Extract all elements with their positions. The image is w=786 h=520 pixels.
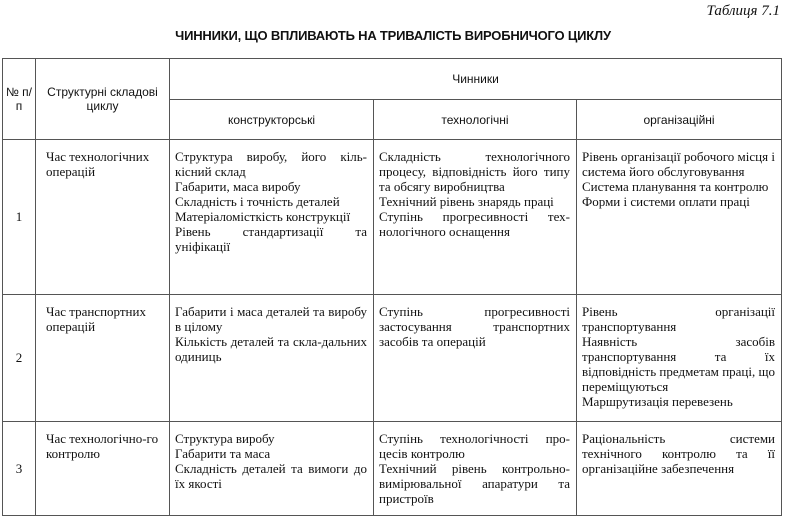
tech-factors-cell xyxy=(374,422,577,516)
org-factors-cell xyxy=(577,140,782,295)
factor-item: Структура виробу, його кіль-кісний склад xyxy=(175,149,367,179)
header-num: № п/п xyxy=(3,59,36,140)
factor-item: Складність і точність деталей xyxy=(175,194,340,209)
header-row-top xyxy=(3,59,782,100)
factor-item: Раціональність системи технічного контролю та її організаційне забезпечення xyxy=(582,431,776,476)
design-factors-cell xyxy=(170,295,374,422)
header-stage: Структурні складові циклу xyxy=(36,59,170,140)
factor-item: Кількість деталей та скла-дальних одиниць xyxy=(175,334,367,364)
org-factors-cell xyxy=(577,422,782,516)
factor-item: Наявність засобів транспортування та їх відповідність предметам праці, що переміщуються xyxy=(582,334,776,394)
table-row xyxy=(3,422,782,516)
factor-item: Технічний рівень контрольно-вимірювальної апаратури та пристроїв xyxy=(379,461,570,506)
cycle-stage-cell: Час транспортних операцій xyxy=(36,295,170,422)
row-number: 3 xyxy=(3,422,36,516)
factor-item: Система планування та контролю xyxy=(582,179,769,194)
tech-factors-cell xyxy=(374,295,577,422)
factor-item: Рівень організації транспортування xyxy=(582,304,776,334)
factor-item: Матеріаломісткість конструкції xyxy=(175,209,351,224)
factor-item: Ступінь прогресивності тех-нологічного оснащення xyxy=(379,209,570,239)
table-row xyxy=(3,295,782,422)
factor-item: Складність технологічного процесу, відповідність його типу та обсягу виробництва xyxy=(379,149,570,194)
factor-item: Габарити та маса xyxy=(175,446,271,461)
header-factors: Чинники xyxy=(170,59,782,100)
cycle-stage-cell: Час технологічно-го контролю xyxy=(36,422,170,516)
table-body xyxy=(3,140,782,516)
table-title: ЧИННИКИ, ЩО ВПЛИВАЮТЬ НА ТРИВАЛІСТЬ ВИРОБНИЧОГО ЦИКЛУ xyxy=(175,28,611,43)
factor-item: Рівень стандартизації та уніфікації xyxy=(175,224,367,254)
header-tech: технологічні xyxy=(374,100,577,140)
factor-item: Ступінь прогресивності застосування транспортних засобів та операцій xyxy=(379,304,570,349)
design-factors-cell xyxy=(170,422,374,516)
factor-item: Складність деталей та вимоги до їх якості xyxy=(175,461,367,491)
factor-item: Технічний рівень знарядь праці xyxy=(379,194,554,209)
cycle-stage-cell: Час технологічних операцій xyxy=(36,140,170,295)
factor-item: Рівень організації робочого місця і система його обслуговування xyxy=(582,149,776,179)
row-number: 2 xyxy=(3,295,36,422)
factor-item: Форми і системи оплати праці xyxy=(582,194,750,209)
header-org: організаційні xyxy=(577,100,782,140)
factors-table xyxy=(2,58,782,516)
design-factors-cell xyxy=(170,140,374,295)
row-number: 1 xyxy=(3,140,36,295)
table-caption: Таблиця 7.1 xyxy=(706,3,780,19)
factor-item: Габарити, маса виробу xyxy=(175,179,301,194)
tech-factors-cell xyxy=(374,140,577,295)
factor-item: Габарити і маса деталей та виробу в цілому xyxy=(175,304,367,334)
factor-item: Ступінь технологічності про-цесів контролю xyxy=(379,431,570,461)
factor-item: Структура виробу xyxy=(175,431,275,446)
org-factors-cell xyxy=(577,295,782,422)
factor-item: Маршрутизація перевезень xyxy=(582,394,733,409)
header-design: конструкторські xyxy=(170,100,374,140)
table-row xyxy=(3,140,782,295)
